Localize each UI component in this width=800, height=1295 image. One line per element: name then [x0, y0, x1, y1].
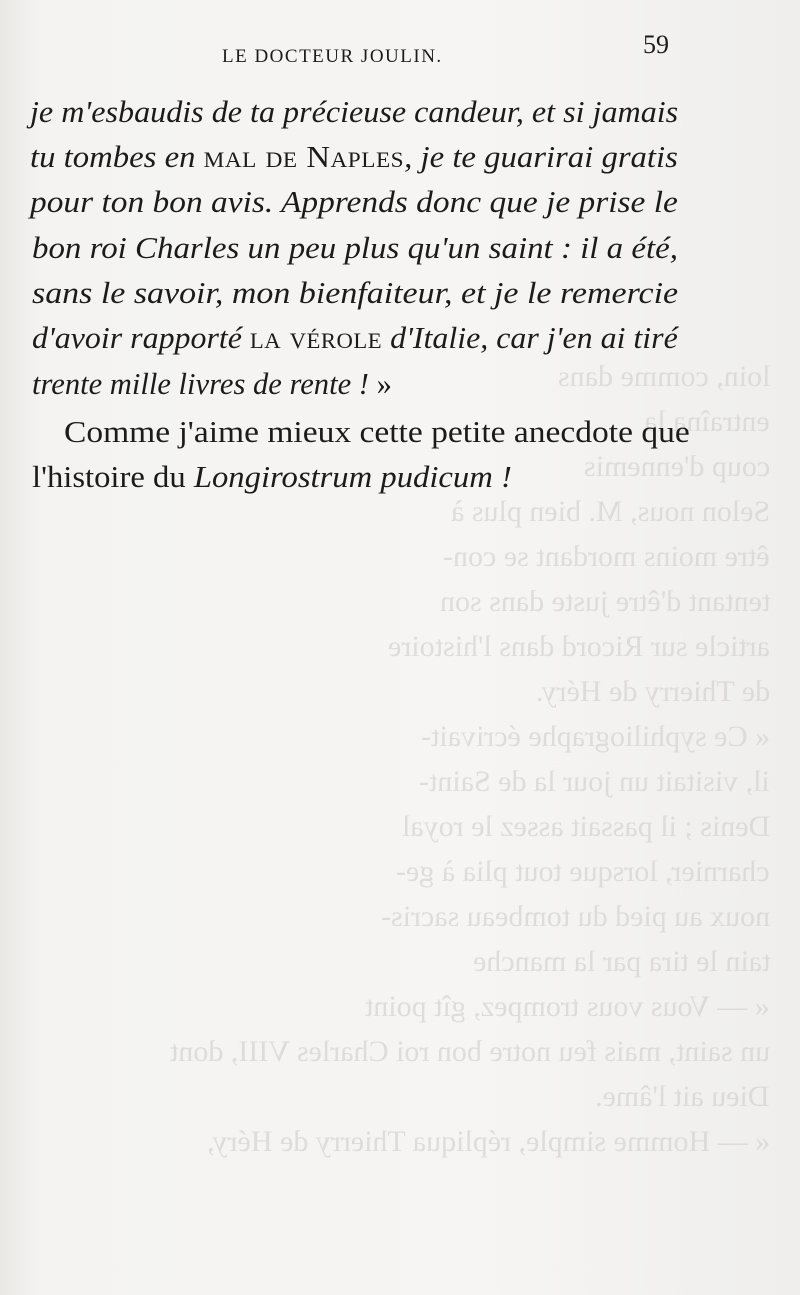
show-through-line: charnier, lorsque tout plia à ge-: [396, 855, 770, 888]
text-line: [30, 92, 678, 132]
text-segment: , je te guarirai gratis: [404, 139, 678, 174]
text-segment: tu tombes en: [30, 139, 204, 174]
show-through-line: « — Homme simple, répliqua Thierry de Héry,: [206, 1125, 770, 1158]
text-segment: la vérole: [249, 320, 383, 355]
text-segment: l'histoire du: [32, 459, 194, 494]
show-through-line: « Ce syphiliographe écrivait-: [420, 720, 770, 753]
text-segment: trente mille livres de rente !: [32, 366, 377, 401]
text-line: [32, 457, 512, 497]
running-head: LE DOCTEUR JOULIN.: [222, 46, 443, 67]
show-through-line: noux au pied du tombeau sacris-: [380, 900, 770, 933]
show-through-line: tentant d'être juste dans son: [439, 585, 770, 618]
text-segment: pour ton bon avis. Apprends donc que je prise le: [30, 184, 678, 219]
page-header: [0, 30, 800, 70]
show-through-line: article sur Ricord dans l'histoire: [388, 630, 770, 663]
text-segment: Comme j'aime mieux cette petite anecdote que: [64, 414, 690, 449]
show-through-line: Denis ; il passait assez le royal: [401, 810, 770, 843]
text-segment: Longirostrum pudicum !: [193, 459, 512, 494]
text-segment: sans le savoir, mon bienfaiteur, et je le remercie: [32, 275, 679, 310]
text-line: [64, 412, 690, 452]
show-through-line: « — Vous vous trompez, gît point: [365, 990, 770, 1023]
text-segment: »: [376, 366, 392, 401]
show-through-line: un saint, mais feu notre bon roi Charles VIII, dont: [169, 1035, 770, 1068]
text-line: [32, 228, 678, 268]
show-through-line: loin, comme dans: [557, 360, 770, 393]
show-through-line: être moins mordant se con-: [443, 540, 770, 573]
text-segment: d'avoir rapporté: [32, 320, 250, 355]
page-number: 59: [643, 30, 669, 59]
text-line: [32, 318, 678, 358]
show-through-line: entraîna la: [644, 405, 770, 438]
text-line: [30, 182, 678, 222]
show-through-line: Dieu ait l'âme.: [595, 1080, 770, 1113]
show-through-line: coup d'ennemis: [583, 450, 770, 483]
show-through-line: de Thierry de Héry.: [535, 675, 770, 708]
show-through-line: il, visitait un jour la de Saint-: [419, 765, 770, 798]
show-through-line: tain le tira par la manche: [472, 945, 770, 978]
text-line: [32, 273, 678, 313]
text-segment: bon roi Charles un peu plus qu'un saint : il a été,: [32, 230, 678, 265]
text-segment: d'Italie, car j'en ai tiré: [382, 320, 678, 355]
text-segment: mal de Naples: [203, 139, 405, 174]
text-line: [30, 137, 678, 177]
text-segment: je m'esbaudis de ta précieuse candeur, et si jamais: [30, 94, 679, 129]
show-through-line: Selon nous, M. bien plus à: [450, 495, 770, 528]
text-line: [32, 364, 392, 404]
